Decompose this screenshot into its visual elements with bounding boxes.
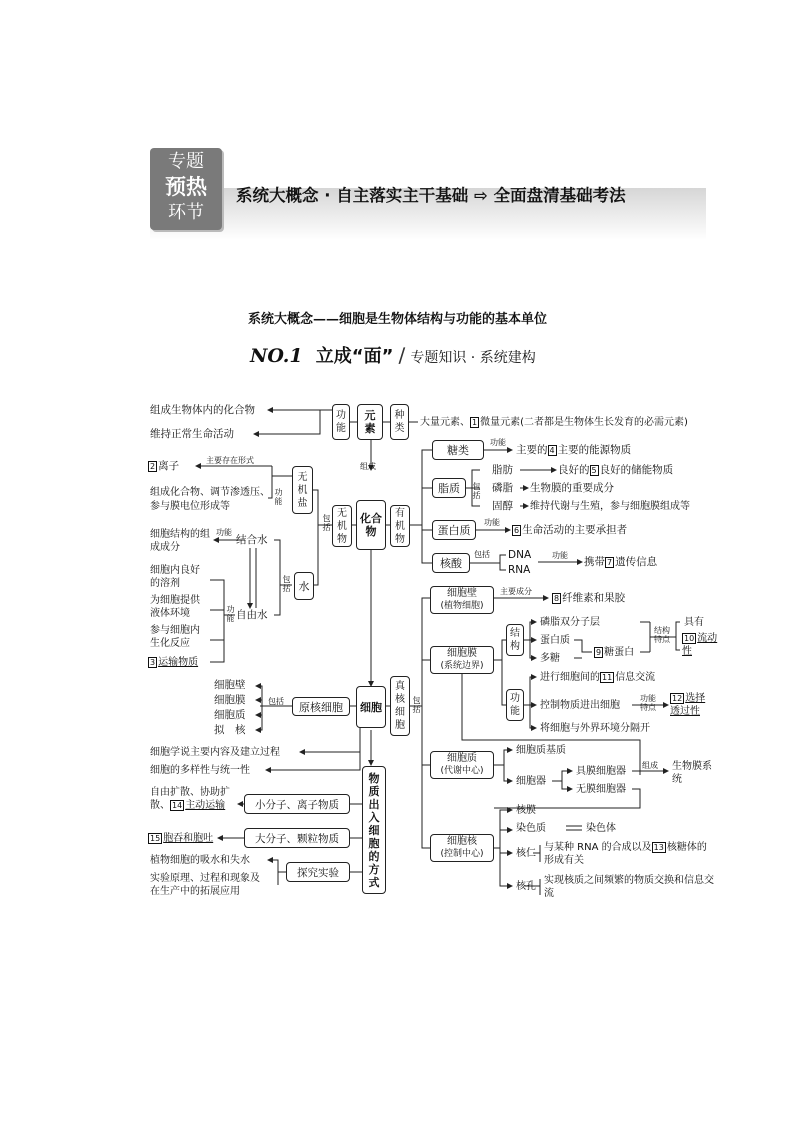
free-func-label: 功能: [226, 605, 235, 623]
salt-func-label: 功能: [274, 488, 283, 506]
small-transport-pre: 自由扩散、协助扩散、: [150, 787, 230, 811]
badge-line-1: 专题: [168, 151, 204, 172]
endo-exocytosis: 胞吞和胞吐: [163, 833, 214, 844]
nucleolus-role-pre: 与某种 RNA 的合成以及: [544, 842, 652, 853]
membranous-organelle: 具膜细胞器: [576, 766, 626, 777]
cellulose-pectin: 纤维素和果胶: [562, 592, 626, 604]
small-box: 小分子、离子物质: [244, 794, 350, 814]
cell-theory: 细胞学说主要内容及建立过程: [150, 747, 280, 758]
exp-principle: 实验原理、过程和现象及在生产中的拓展应用: [150, 873, 260, 897]
active-transport: 主动运输: [185, 800, 226, 811]
blank-1: 1: [472, 418, 478, 427]
water-box: 水: [294, 572, 314, 600]
blank-7: 7: [607, 558, 613, 567]
section-no: NO.1: [250, 345, 303, 367]
kind-box: 种类: [390, 404, 409, 440]
blank-4: 4: [549, 446, 555, 455]
pore-role: 实现核质之间频繁的物质交换和信息交流: [544, 875, 714, 899]
macro-elements: 大量元素、: [420, 417, 470, 428]
chromosome: 染色体: [586, 823, 616, 834]
fluidity-text: 流动性: [682, 633, 718, 657]
storage-substance: 良好的储能物质: [599, 464, 674, 476]
fluidity: [682, 632, 718, 658]
organelle: 细胞器: [516, 776, 546, 787]
water-include-label: 包括: [282, 575, 291, 593]
large-box: 大分子、颗粒物质: [244, 828, 350, 848]
free-func-1: 细胞内良好的溶剂: [150, 565, 200, 589]
glycoprotein: [594, 646, 634, 659]
sugar-func-label: 功能: [490, 438, 506, 447]
energy-substance: 主要的能源物质: [557, 444, 632, 456]
form-label: 组成: [642, 761, 658, 770]
cytoplasm-box: [430, 751, 494, 779]
membrane-box-label: 细胞膜: [447, 648, 477, 659]
cell-diversity: 细胞的多样性与统一性: [150, 765, 250, 776]
compound-box: 化合物: [356, 500, 386, 550]
bound-func: 细胞结构的组成成分: [150, 529, 210, 553]
nucleus-box-label: 细胞核: [447, 836, 477, 847]
transport-substances: 运输物质: [158, 657, 199, 668]
wall-main-label: 主要成分: [500, 587, 532, 596]
wall-composition: [552, 592, 625, 605]
phospholipid: 磷脂: [492, 482, 513, 494]
pro-wall: 细胞壁: [214, 679, 246, 691]
nucleolus-role-post: 核糖体的形成有关: [544, 842, 707, 866]
cytoplasm-matrix: 细胞质基质: [516, 745, 566, 756]
lipid-include-label: 包括: [472, 482, 481, 500]
nucleic-include-label: 包括: [474, 550, 490, 559]
sugar-role-pre: 主要的: [516, 444, 548, 456]
pro-nucleoid: 拟 核: [214, 724, 246, 736]
rna: RNA: [508, 564, 531, 576]
selective-text: 选择透过性: [670, 693, 706, 717]
small-transport: [150, 786, 236, 812]
nucleolus-role: [544, 841, 714, 867]
have: 具有: [684, 617, 704, 628]
polysaccharide: 多糖: [540, 653, 560, 664]
free-func-2: 为细胞提供液体环境: [150, 595, 200, 619]
salt-box: 无机盐: [292, 466, 313, 514]
blank-9: 9: [596, 648, 602, 657]
info-exchange: 信息交流: [615, 672, 656, 683]
life-undertaker: 生命活动的主要承担者: [522, 524, 628, 536]
transport-box: 物质出入细胞的方式: [362, 766, 386, 894]
free-func-4: [148, 656, 198, 669]
blank-10: 10: [684, 634, 695, 643]
euk-include-label: 包括: [412, 696, 421, 714]
blank-15: 15: [150, 834, 161, 843]
blank-11: 11: [602, 673, 613, 682]
glycoprotein-text: 糖蛋白: [604, 647, 635, 658]
section-name: 立成“面”: [315, 346, 394, 367]
plant-water: 植物细胞的吸水和失水: [150, 855, 250, 866]
nucleus-box-note: (控制中心): [440, 849, 484, 859]
pro-include-label: 包括: [268, 697, 284, 706]
element-box: 元素: [357, 404, 383, 440]
free-func-3: 参与细胞内生化反应: [150, 625, 200, 649]
membrane-func-3: 将细胞与外界环境分隔开: [540, 723, 650, 734]
elements-text: [420, 416, 688, 429]
chromatin: 染色质: [516, 823, 546, 834]
membrane-protein: 蛋白质: [540, 635, 570, 646]
struct-feature-label: 结构特点: [654, 626, 670, 644]
blank-14: 14: [172, 801, 183, 810]
wall-box-label: 细胞壁: [447, 588, 477, 599]
cytoplasm-box-note: (代谢中心): [440, 766, 484, 776]
compose-label: 组成: [360, 462, 376, 471]
exp-box: 探究实验: [286, 862, 350, 882]
nucleolus: 核仁: [516, 848, 536, 859]
cell-box: 细胞: [356, 686, 386, 728]
genetic-info: 遗传信息: [615, 556, 658, 568]
fat-role: [558, 464, 673, 477]
bilayer: 磷脂双分子层: [540, 617, 600, 628]
organic-box: 有机物: [390, 505, 410, 547]
fat: 脂肪: [492, 464, 513, 476]
inorg-include-label: 包括: [322, 514, 331, 532]
large-transport: [148, 832, 213, 845]
section-sub: 专题知识 · 系统建构: [410, 350, 536, 366]
blank-2: 2: [150, 462, 156, 471]
info-exchange-pre: 进行细胞间的: [540, 672, 600, 683]
func-feature-label: 功能特点: [640, 694, 656, 712]
function-box: 功能: [506, 689, 524, 721]
membrane-box: [430, 646, 494, 674]
func-compound: 组成生物体内的化合物: [150, 404, 255, 416]
eukaryote-box: 真核细胞: [390, 676, 410, 736]
sugar-role: [516, 444, 631, 457]
wall-box-note: (植物细胞): [440, 601, 484, 611]
dna: DNA: [508, 549, 532, 561]
nucleus-box: [430, 834, 494, 862]
selective: [670, 692, 710, 718]
ion-func: 组成化合物、调节渗透压、参与膜电位形成等: [150, 487, 270, 512]
nucleic-func-label: 功能: [552, 551, 568, 560]
sterol: 固醇: [492, 500, 513, 512]
membrane-box-note: (系统边界): [440, 661, 484, 671]
nonmembranous-organelle: 无膜细胞器: [576, 784, 626, 795]
structure-box: 结构: [506, 624, 524, 656]
blank-5: 5: [591, 466, 597, 475]
nucleic-box: 核酸: [432, 553, 470, 573]
badge-line-2: 预热: [165, 175, 207, 199]
free-water: 自由水: [236, 609, 268, 621]
wall-box: [430, 586, 494, 614]
membrane-func-2: 控制物质进出细胞: [540, 700, 620, 711]
ion-text: 离子: [158, 460, 180, 472]
blank-6: 6: [514, 526, 520, 535]
blank-12: 12: [672, 694, 683, 703]
micro-elements: 微量元素(二者都是生物体生长发育的必需元素): [480, 417, 688, 428]
section-slash: ∕: [398, 343, 406, 367]
protein-func-label: 功能: [484, 518, 500, 527]
inorganic-box: 无机物: [332, 505, 352, 547]
banner-title: 系统大概念 · 自主落实主干基础 ⇨ 全面盘清基础考法: [236, 186, 626, 205]
pro-membrane: 细胞膜: [214, 694, 246, 706]
ion-label: [148, 460, 179, 473]
blank-8: 8: [554, 594, 560, 603]
carry: 携带: [584, 556, 605, 568]
sterol-role: 维持代谢与生殖，参与细胞膜组成等: [530, 501, 690, 512]
bound-water: 结合水: [236, 534, 268, 546]
biomembrane-system: 生物膜系统: [672, 761, 712, 785]
heredity-text: [584, 556, 657, 569]
phospholipid-role: 生物膜的重要成分: [530, 482, 614, 494]
func-life: 维持正常生命活动: [150, 428, 234, 440]
protein-box: 蛋白质: [432, 520, 476, 540]
bound-func-label: 功能: [216, 528, 232, 537]
headline: 系统大概念——细胞是生物体结构与功能的基本单位: [248, 312, 548, 327]
cytoplasm-box-label: 细胞质: [447, 753, 477, 764]
nuclear-pore: 核孔: [516, 881, 536, 892]
lipid-box: 脂质: [432, 478, 466, 498]
blank-13: 13: [653, 843, 664, 852]
nuclear-membrane: 核膜: [516, 805, 536, 816]
badge-line-3: 环节: [168, 202, 204, 223]
blank-3: 3: [150, 658, 156, 667]
sugar-box: 糖类: [432, 440, 484, 460]
membrane-func-1: [540, 671, 655, 684]
prokaryote-box: 原核细胞: [292, 697, 350, 716]
fat-role-pre: 良好的: [558, 464, 590, 476]
protein-role: [512, 524, 627, 537]
ion-note: 主要存在形式: [206, 456, 254, 465]
pro-cytoplasm: 细胞质: [214, 709, 246, 721]
func-box: 功能: [332, 404, 350, 440]
